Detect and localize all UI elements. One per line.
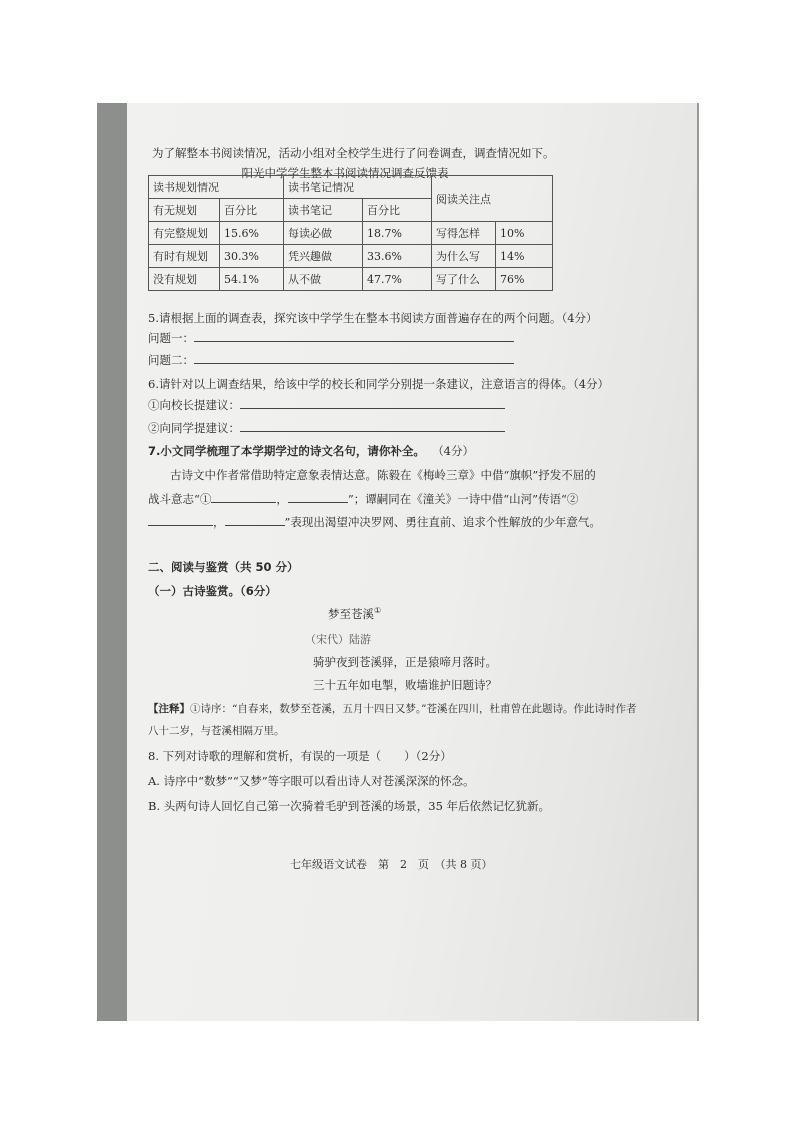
answer-line[interactable] — [194, 341, 514, 342]
q7-line-1: 古诗文中作者常借助特定意象表情达意。陈毅在《梅岭三章》中借“旗帜”抒发不屈的 — [170, 468, 596, 482]
q6-answer-1 — [148, 397, 505, 413]
question-8: 8. 下列对诗歌的理解和赏析，有误的一项是（ ）（2分） — [148, 749, 452, 763]
table-header: 读书笔记情况 — [284, 176, 432, 199]
q7-score: （4分） — [432, 444, 475, 458]
table-cell: 47.7% — [363, 268, 432, 291]
table-cell: 15.6% — [220, 222, 284, 245]
table-cell: 从不做 — [284, 268, 363, 291]
answer-line[interactable] — [240, 431, 505, 432]
q7-line-2 — [148, 490, 578, 507]
fill-blank-1b[interactable] — [288, 490, 348, 503]
table-cell: 为什么写 — [432, 245, 496, 268]
q7-text-segment: ， — [276, 492, 288, 506]
q5-answer-1 — [148, 330, 514, 346]
answer-line[interactable] — [194, 363, 514, 364]
table-subheader: 有无规划 — [149, 199, 220, 222]
table-cell: 10% — [496, 222, 553, 245]
q6-label-1: ①向校长提建议： — [148, 398, 240, 412]
intro-text: 为了解整本书阅读情况，活动小组对全校学生进行了问卷调查，调查情况如下。 — [152, 146, 555, 160]
table-subheader: 百分比 — [220, 199, 284, 222]
table-cell: 写得怎样 — [432, 222, 496, 245]
poem-line-1: 骑驴夜到苍溪驿，正是猿啼月落时。 — [313, 655, 497, 669]
poem-author: （宋代）陆游 — [305, 633, 371, 646]
table-cell: 有完整规划 — [149, 222, 220, 245]
fill-blank-2a[interactable] — [148, 513, 213, 526]
q5-answer-2 — [148, 352, 514, 368]
annotation-line-1 — [148, 701, 636, 716]
table-cell: 每读必做 — [284, 222, 363, 245]
q7-text-segment: ”；谭嗣同在《潼关》一诗中借“山河”传语“② — [347, 492, 579, 506]
section-2-heading: 二、阅读与鉴赏（共 50 分） — [148, 560, 299, 574]
table-cell: 14% — [496, 245, 553, 268]
table-caption: 阳光中学学生整本书阅读情况调查反馈表 — [241, 166, 449, 180]
table-cell: 30.3% — [220, 245, 284, 268]
survey-table — [148, 175, 553, 291]
question-5: 5.请根据上面的调查表，探究该中学学生在整本书阅读方面普遍存在的两个问题。（4分） — [148, 311, 598, 325]
annotation-text: ①诗序：“自春来，数梦至苍溪，五月十四日又梦。”苍溪在四川，杜甫曾在此题诗。作此诗时作者 — [190, 703, 637, 715]
table-cell: 写了什么 — [432, 268, 496, 291]
poem-line-2: 三十五年如电掣，败墙谁护旧题诗？ — [313, 678, 497, 692]
table-subheader: 读书笔记 — [284, 199, 363, 222]
table-header: 阅读关注点 — [432, 176, 553, 222]
q5-label-1: 问题一： — [148, 331, 194, 345]
q5-label-2: 问题二： — [148, 353, 194, 367]
table-subheader: 百分比 — [363, 199, 432, 222]
q7-text-segment: ， — [213, 515, 225, 529]
section-2-1-heading: （一）古诗鉴赏。（6分） — [148, 584, 277, 598]
footnote-mark: ① — [374, 606, 382, 616]
q8-option-b[interactable]: B. 头两句诗人回忆自己第一次骑着毛驴到苍溪的场景，35 年后依然记忆犹新。 — [148, 799, 551, 813]
q6-answer-2 — [148, 420, 505, 436]
table-cell: 76% — [496, 268, 553, 291]
question-6: 6.请针对以上调查结果，给该中学的校长和同学分别提一条建议，注意语言的得体。（4分） — [148, 377, 610, 391]
table-cell: 33.6% — [363, 245, 432, 268]
table-header: 读书规划情况 — [149, 176, 284, 199]
page-footer: 七年级语文试卷 第 2 页 （共 8 页） — [290, 858, 493, 871]
answer-line[interactable] — [240, 408, 505, 409]
table-cell: 有时有规划 — [149, 245, 220, 268]
fill-blank-1a[interactable] — [211, 490, 276, 503]
poem-title-text: 梦至苍溪 — [328, 607, 374, 621]
q8-option-a[interactable]: A. 诗序中“数梦”“又梦”等字眼可以看出诗人对苍溪深深的怀念。 — [148, 774, 475, 788]
table-cell: 54.1% — [220, 268, 284, 291]
q7-text: 7.小文同学梳理了本学期学过的诗文名句，请你补全。 — [148, 444, 425, 458]
fill-blank-2b[interactable] — [225, 513, 285, 526]
q6-label-2: ②向同学提建议： — [148, 421, 240, 435]
q7-text-segment: 战斗意志“① — [148, 492, 212, 506]
annotation-line-2: 八十二岁，与苍溪相隔万里。 — [148, 725, 285, 737]
table-cell: 没有规划 — [149, 268, 220, 291]
table-cell: 凭兴趣做 — [284, 245, 363, 268]
poem-title — [328, 606, 381, 622]
annotation-tag: 【注释】 — [148, 703, 190, 715]
table-cell: 18.7% — [363, 222, 432, 245]
question-7 — [148, 443, 474, 459]
q7-text-segment: ”表现出渴望冲决罗网、勇往直前、追求个性解放的少年意气。 — [284, 515, 601, 529]
q7-line-3 — [148, 513, 601, 530]
